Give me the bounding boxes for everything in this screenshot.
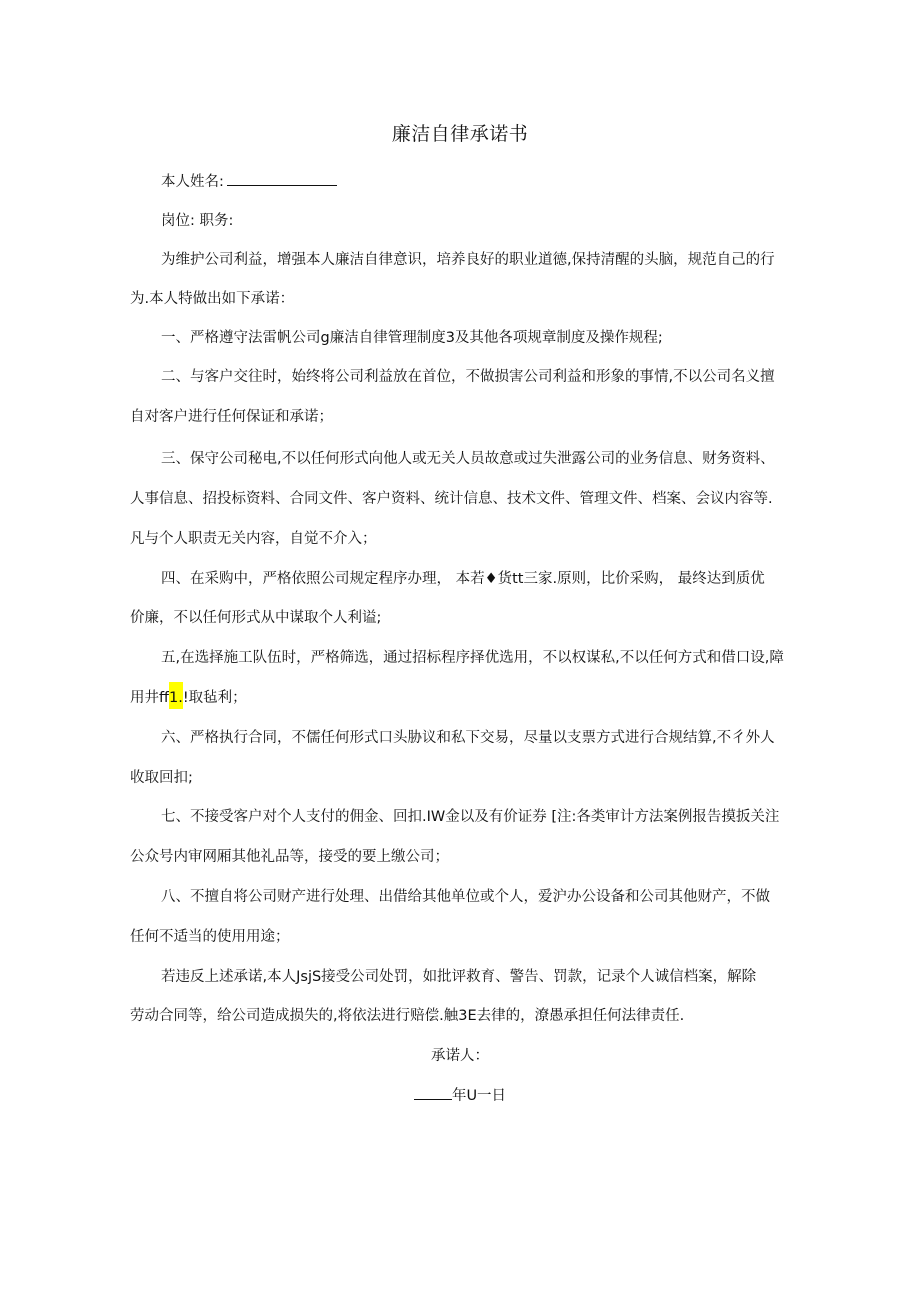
item-4-line-2: 价廉，不以任何形式从中谋取个人利谥; xyxy=(130,610,382,626)
item-4-line-1: 四、在采购中，严格依照公司规定程序办理， 本若♦货tt三家.原则，比价采购， 最终达到质优 xyxy=(161,571,765,587)
item-2-line-2: 自对客户进行任何保证和承诺； xyxy=(130,409,333,425)
position-label: 岗位: 职务: xyxy=(161,213,234,229)
name-blank xyxy=(227,185,337,186)
item-7-line-1: 七、不接受客户对个人支付的佣金、回扣.IW金以及有价证券 [注:各类审计方法案例报告摸扳关注 xyxy=(161,809,780,825)
item-5-line-2 xyxy=(130,687,247,709)
intro-line-2: 为.本人特做出如下承诺： xyxy=(130,291,295,307)
item-5-line-1: 五,在选择施工队伍时，严格筛选，通过招标程序择优选用，不以权谋私,不以任何方式和借口设,障 xyxy=(161,650,784,666)
item-3-line-3: 凡与个人职责无关内容，自觉不介入； xyxy=(130,531,377,547)
item-2-line-1: 二、与客户交往时，始终将公司利益放在首位，不做损害公司利益和形象的事情,不以公司名义擅 xyxy=(161,369,775,385)
item-8-line-2: 任何不适当的使用用途； xyxy=(130,929,290,945)
year-blank xyxy=(414,1099,452,1100)
signer-label: 承诺人： xyxy=(431,1048,489,1064)
item-1-line-1: 一、严格遵守法雷帆公司g廉洁自律管理制度3及其他各项规章制度及操作规程; xyxy=(161,330,663,346)
date-year-label: 年 xyxy=(451,1088,467,1104)
closing-line-2: 劳动合同等，给公司造成损失的,将依法进行赔偿.触3E去律的，潦愚承担任何法律责任. xyxy=(130,1008,685,1024)
highlighted-text: 1. xyxy=(169,682,183,709)
name-label: 本人姓名: xyxy=(161,174,224,190)
item-7-line-2: 公众号内审网厢其他礼品等，接受的要上缴公司； xyxy=(130,849,449,865)
closing-line-1: 若违反上述承诺,本人JsjS接受公司处罚，如批评救育、警告、罚款，记录个人诚信档案，解除 xyxy=(161,969,757,985)
item-3-line-1: 三、保守公司秘电,不以任何形式向他人或无关人员故意或过失泄露公司的业务信息、财务资料、 xyxy=(161,451,775,467)
date-line xyxy=(0,1085,920,1107)
item-6-line-2: 收取回扣; xyxy=(130,770,193,786)
item-3-line-2: 人事信息、招投标资料、合同文件、客户资料、统计信息、技术文件、管理文件、档案、会议内容等. xyxy=(130,491,773,507)
date-month-day: U一日 xyxy=(466,1088,507,1104)
document-title: 廉洁自律承诺书 xyxy=(391,123,529,145)
item-8-line-1: 八、不擅自将公司财产进行处理、出借给其他单位或个人，爱沪办公设备和公司其他财产，不做 xyxy=(161,889,770,905)
intro-line-1: 为维护公司利益，增强本人廉洁自律意识，培养良好的职业道德,保持清醒的头脑，规范自己的行 xyxy=(161,252,775,268)
item-5-line-2-pre: 用井ff xyxy=(130,690,169,706)
name-line xyxy=(161,171,337,193)
item-6-line-1: 六、严格执行合同，不儒任何形式口头胁议和私下交易，尽量以支票方式进行合规结算,不彳外人 xyxy=(161,730,775,746)
item-5-line-2-post: !取毡利； xyxy=(182,690,247,706)
